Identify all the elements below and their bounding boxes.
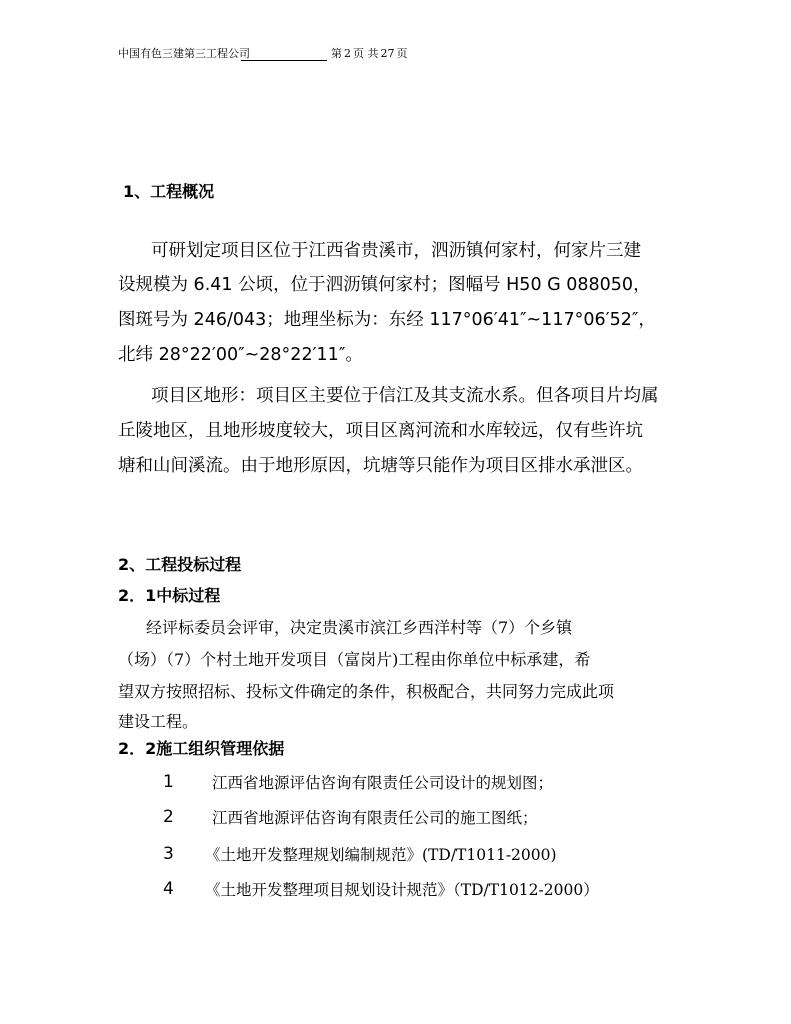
page-suffix: 页	[396, 47, 408, 60]
section2-1-line: （场）（7）个村土地开发项目（富岗片)工程由你单位中标承建，希	[118, 650, 591, 669]
list-item-number: 4	[163, 879, 174, 899]
header-page-number	[330, 47, 409, 61]
section1-line: 图斑号为 246/043；地理坐标为：东经 117°06′41″~117°06′52″，	[118, 310, 656, 330]
section1-line: 项目区地形：项目区主要位于信江及其支流水系。但各项目片均属	[151, 386, 659, 406]
section2-1-heading: 2．1中标过程	[118, 586, 221, 605]
section2-heading: 2、工程投标过程	[118, 555, 242, 574]
section1-line: 塘和山间溪流。由于地形原因，坑塘等只能作为项目区排水承泄区。	[118, 456, 643, 476]
list-item-text: 江西省地源评估咨询有限责任公司的施工图纸；	[212, 809, 538, 827]
list-item-number: 2	[163, 807, 174, 827]
list-item-number: 1	[163, 772, 174, 792]
page-total: 27	[380, 47, 395, 60]
section1-heading: 1、工程概况	[123, 182, 215, 201]
section1-line: 丘陵地区，且地形坡度较大，项目区离河流和水库较远，仅有些许坑	[118, 421, 643, 441]
list-item-text: 江西省地源评估咨询有限责任公司设计的规划图；	[212, 774, 554, 792]
page-mid: 页 共	[353, 47, 379, 60]
section2-1-line: 经评标委员会评审，决定贵溪市滨江乡西洋村等（7）个乡镇	[146, 618, 573, 637]
list-item-number: 3	[163, 844, 174, 864]
page-current: 2	[344, 47, 351, 60]
page-prefix: 第	[331, 47, 342, 60]
section2-2-heading: 2．2施工组织管理依据	[118, 739, 285, 758]
list-item-text: 《土地开发整理项目规划设计规范》（TD/T1012-2000）	[205, 881, 599, 899]
section2-1-line: 望双方按照招标、投标文件确定的条件，积极配合，共同努力完成此项	[118, 682, 615, 701]
section1-line: 设规模为 6.41 公顷，位于泗沥镇何家村；图幅号 H50 G 088050，	[118, 275, 651, 295]
section2-1-line: 建设工程。	[118, 712, 199, 731]
header-company: 中国有色三建第三工程公司	[118, 47, 250, 60]
list-item-text: 《土地开发整理规划编制规范》(TD/T1011-2000)	[205, 846, 557, 864]
header-underline	[241, 60, 327, 61]
section1-line: 北纬 28°22′00″~28°22′11″。	[118, 345, 363, 365]
section1-line: 可研划定项目区位于江西省贵溪市，泗沥镇何家村，何家片三建	[151, 241, 641, 261]
